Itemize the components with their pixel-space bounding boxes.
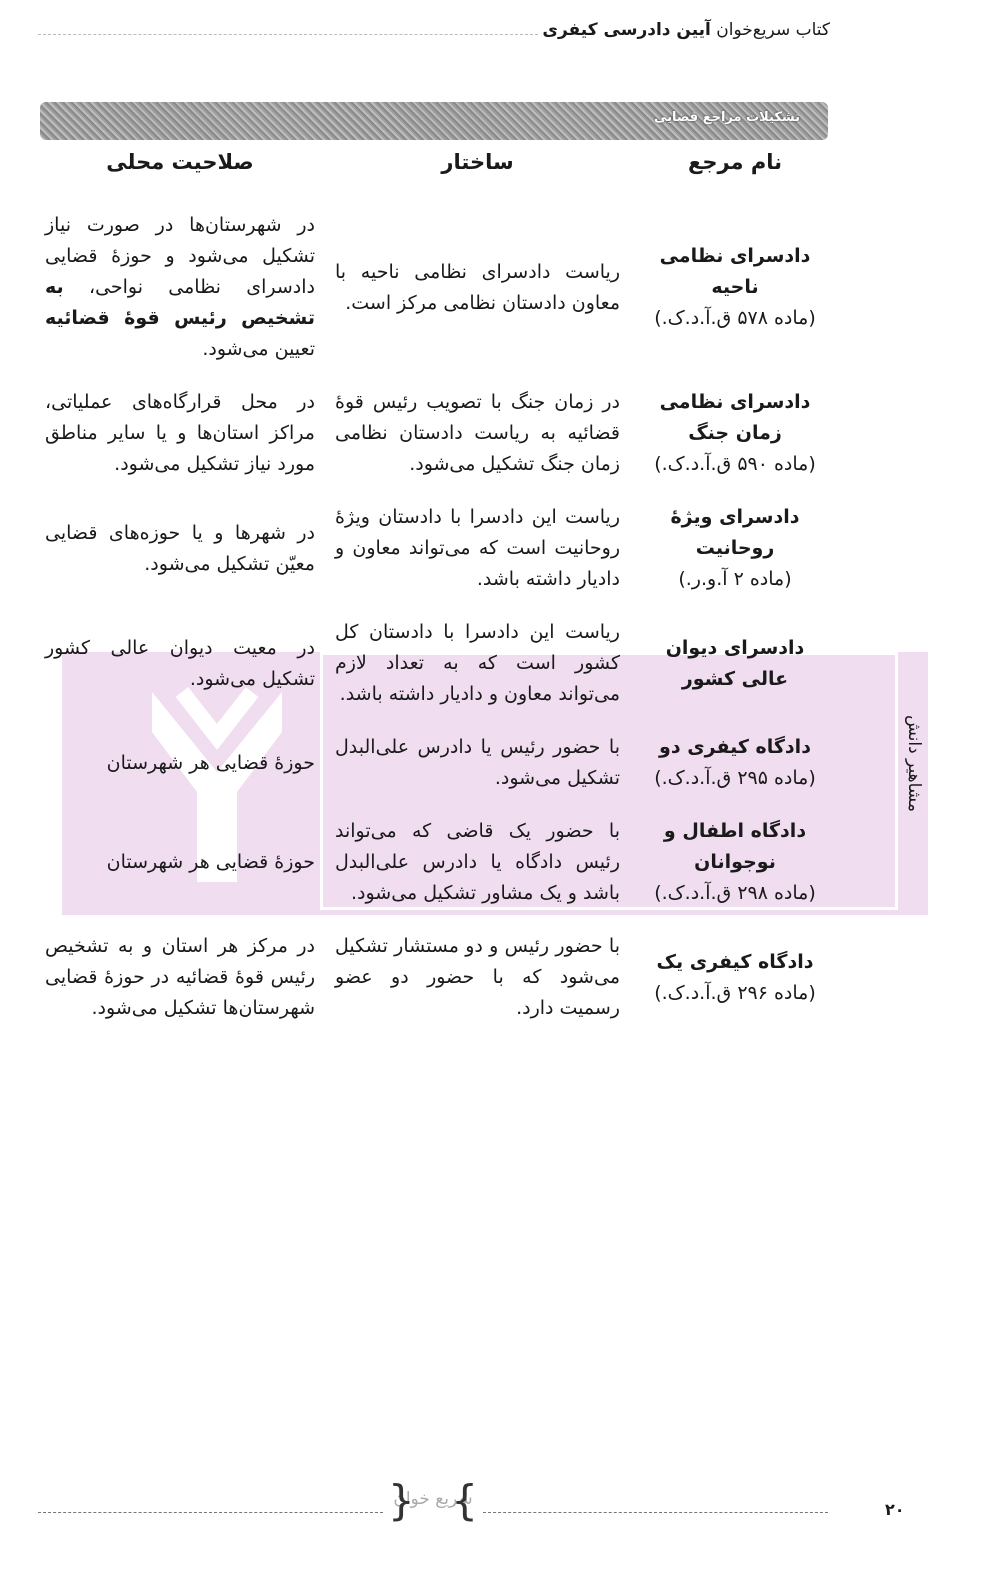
authority-title: دادسرای نظامی ناحیه xyxy=(659,245,811,298)
authority-name xyxy=(640,387,830,480)
authority-structure: ریاست این دادسرا با دادستان ویژهٔ روحانیت است که می‌تواند معاون و دادیار داشته باشد. xyxy=(335,506,620,590)
authority-structure: با حضور رئیس و دو مستشار تشکیل می‌شود که با حضور دو عضو رسمیت دارد. xyxy=(335,935,620,1019)
authority-title: دادسرای نظامی زمان جنگ xyxy=(659,391,811,444)
article-ref: (ماده ۵۹۰ ق.آ.د.ک.) xyxy=(654,453,816,475)
section-banner-title: تشکیلات مراجع قضایی xyxy=(653,110,800,125)
local-jurisdiction xyxy=(45,210,315,365)
jurisdiction-text: در مرکز هر استان و به تشخیص رئیس قوهٔ قضائیه در حوزهٔ قضایی شهرستان‌ها تشکیل می‌شود. xyxy=(45,935,315,1019)
running-header xyxy=(542,20,830,40)
authority-name xyxy=(640,732,830,794)
authority-title: دادگاه اطفال و نوجوانان xyxy=(663,820,807,873)
authorities-table xyxy=(45,150,830,1024)
emphasis: به تشخیص رئیس قوهٔ قضائیه xyxy=(45,276,315,329)
jurisdiction-text: در محل قرارگاه‌های عملیاتی، مراکز استان‌ها و یا سایر مناطق مورد نیاز تشکیل می‌شود. xyxy=(45,391,315,475)
authority-name xyxy=(640,816,830,909)
column-header-structure: ساختار xyxy=(441,150,514,174)
article-ref: (ماده ۵۷۸ ق.آ.د.ک.) xyxy=(654,307,816,329)
header-divider xyxy=(38,34,538,35)
jurisdiction-text: حوزهٔ قضایی هر شهرستان xyxy=(106,851,315,873)
article-ref: (ماده ۲۹۸ ق.آ.د.ک.) xyxy=(654,882,816,904)
article-ref: (ماده ۲۹۶ ق.آ.د.ک.) xyxy=(654,981,816,1004)
authority-title: دادسرای ویژهٔ روحانیت xyxy=(670,506,800,559)
local-jurisdiction xyxy=(45,931,315,1024)
article-ref: (ماده ۲۹۵ ق.آ.د.ک.) xyxy=(654,767,816,789)
authority-title: دادگاه کیفری دو xyxy=(659,736,811,758)
jurisdiction-text: در شهرها و یا حوزه‌های قضایی معیّن تشکیل می‌شود. xyxy=(45,521,315,575)
local-jurisdiction xyxy=(45,387,315,480)
authority-structure: ریاست این دادسرا با دادستان کل کشور است که به تعداد لازم می‌تواند معاون و دادیار داشته باشد. xyxy=(335,621,620,705)
local-jurisdiction xyxy=(45,633,315,695)
column-header-jurisdiction: صلاحیت محلی xyxy=(106,150,254,174)
authority-name xyxy=(640,502,830,595)
authority-structure: در زمان جنگ با تصویب رئیس قوهٔ قضائیه به ریاست دادستان نظامی زمان جنگ تشکیل می‌شود. xyxy=(335,391,620,475)
authority-structure: با حضور یک قاضی که می‌تواند رئیس دادگاه یا دادرس علی‌البدل باشد و یک مشاور تشکیل می‌شود. xyxy=(335,820,620,904)
local-jurisdiction xyxy=(45,518,315,580)
authority-name xyxy=(640,241,830,334)
footer-logo: { سریع خوان } xyxy=(388,1488,478,1536)
article-ref: (ماده ۲ آ.و.ر.) xyxy=(678,568,792,590)
authority-structure: ریاست دادسرای نظامی ناحیه با معاون دادستان نظامی مرکز است. xyxy=(335,260,620,314)
authority-name xyxy=(640,633,830,695)
side-watermark-text: مشاهیر دانش xyxy=(904,715,924,813)
jurisdiction-text: در معیت دیوان عالی کشور تشکیل می‌شود. xyxy=(45,636,315,690)
jurisdiction-text-end: تعیین می‌شود. xyxy=(202,338,315,360)
local-jurisdiction xyxy=(45,847,315,878)
page-number: ۲۰ xyxy=(885,1500,905,1519)
column-header-name: نام مرجع xyxy=(687,150,783,174)
footer-divider-right xyxy=(483,1512,828,1513)
authority-title: دادسرای دیوان عالی کشور xyxy=(665,636,805,690)
authority-title: دادگاه کیفری یک xyxy=(656,950,814,973)
book-prefix: کتاب سریع‌خوان xyxy=(716,20,830,40)
local-jurisdiction xyxy=(45,748,315,779)
authority-name xyxy=(640,947,830,1009)
authority-structure: با حضور رئیس یا دادرس علی‌البدل تشکیل می‌شود. xyxy=(335,736,620,789)
section-banner xyxy=(40,102,828,140)
footer-divider-left xyxy=(38,1512,383,1513)
jurisdiction-text: حوزهٔ قضایی هر شهرستان xyxy=(106,751,315,774)
jurisdiction-text: در شهرستان‌ها در صورت نیاز تشکیل می‌شود و حوزهٔ قضایی دادسرای نظامی نواحی، xyxy=(45,214,315,298)
book-title: آیین دادرسی کیفری xyxy=(542,20,711,40)
